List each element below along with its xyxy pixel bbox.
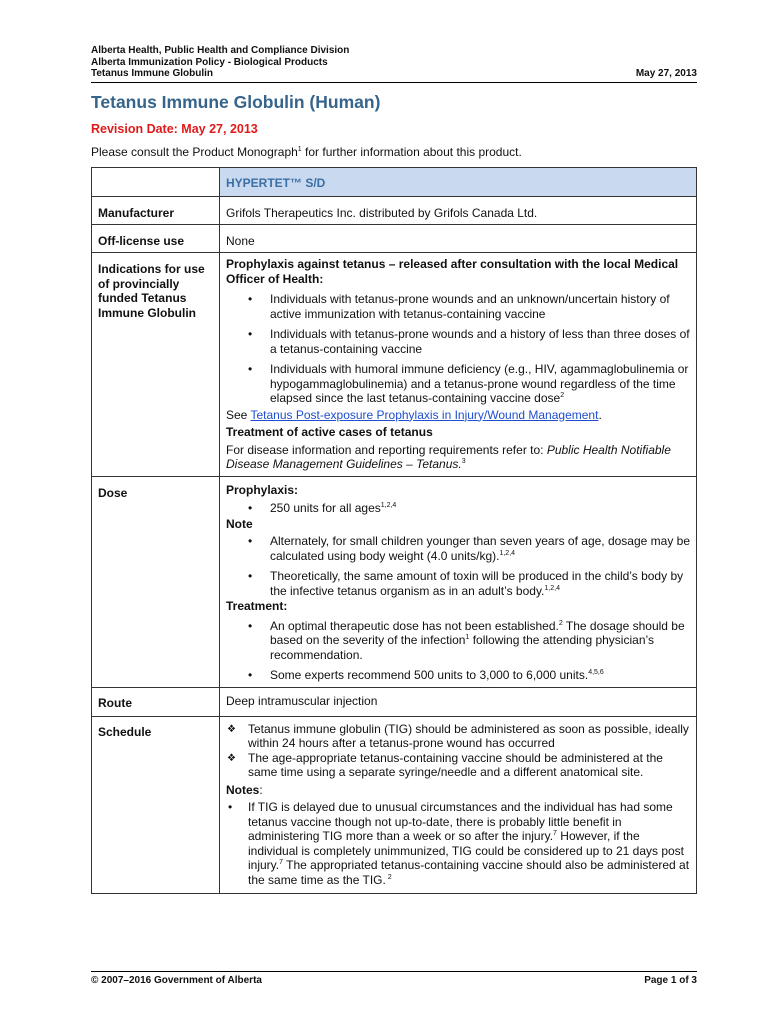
table-row bbox=[92, 687, 697, 716]
table-row bbox=[92, 716, 697, 894]
list-item: • Some experts recommend 500 units to 3,000 to 6,000 units.$^{4,5,6}$ bbox=[226, 668, 690, 683]
copyright: © 2007–2016 Government of Alberta bbox=[91, 975, 262, 986]
list-item: ❖ Tetanus immune globulin (TIG) should be administered as soon as possible, ideally within 24 hours after a tetanus-prone wound has occurred bbox=[226, 722, 690, 751]
schedule-cell bbox=[220, 716, 697, 894]
manufacturer-label: Manufacturer bbox=[92, 197, 220, 225]
treatment-heading: Treatment of active cases of tetanus bbox=[226, 425, 433, 439]
list-item: • Individuals with tetanus-prone wounds and an unknown/uncertain history of active immunization with tetanus-containing vaccine bbox=[226, 292, 690, 321]
footer-divider bbox=[91, 971, 697, 972]
product-name: HYPERTET™ S/D bbox=[220, 168, 697, 197]
table-row bbox=[92, 197, 697, 225]
indications-cell bbox=[220, 253, 697, 477]
off-license-label: Off-license use bbox=[92, 225, 220, 253]
pep-guideline-link[interactable]: Tetanus Post-exposure Prophylaxis in Injury/Wound Management bbox=[250, 407, 599, 422]
dose-prophylaxis-heading: Prophylaxis: bbox=[226, 482, 299, 497]
header-policy: Alberta Immunization Policy - Biological Products bbox=[91, 56, 328, 68]
list-item: ❖ The age-appropriate tetanus-containing vaccine should be administered at the same time using a separate syringe/needle and a different anatomical site. bbox=[226, 751, 690, 780]
schedule-notes-heading: Notes: bbox=[226, 782, 263, 797]
disease-guideline-ref: For disease information and reporting requirements refer to: Public Health Notifiable Disease Management Guidelines – Tetanus.$^3$ bbox=[226, 442, 671, 471]
dose-label: Dose bbox=[92, 476, 220, 687]
see-reference: See Tetanus Post-exposure Prophylaxis in Injury/Wound Management. bbox=[226, 407, 602, 422]
header-division: Alberta Health, Public Health and Compliance Division bbox=[91, 45, 350, 56]
list-item: • Individuals with tetanus-prone wounds and a history of less than three doses of a tetanus-containing vaccine bbox=[226, 327, 690, 356]
list-item: • Individuals with humoral immune deficiency (e.g., HIV, agammaglobulinemia or hypogammaglobulinemia) and a tetanus-prone wound regardless of the time elapsed since the last tetanus-containing vaccine dose$^2$ bbox=[226, 362, 690, 406]
schedule-label: Schedule bbox=[92, 716, 220, 894]
off-license-value: None bbox=[220, 225, 697, 253]
table-row bbox=[92, 225, 697, 253]
list-item: • Alternately, for small children younger than seven years of age, dosage may be calculated using body weight (4.0 units/kg).$^{1,2,4}$ bbox=[226, 534, 690, 563]
list-item: • Theoretically, the same amount of toxin will be produced in the child’s body by the infective tetanus organism as in an adult’s body.$^{1,2,4}$ bbox=[226, 569, 690, 598]
indications-list bbox=[226, 292, 690, 406]
page-title: Tetanus Immune Globulin (Human) bbox=[91, 92, 381, 112]
route-label: Route bbox=[92, 687, 220, 716]
list-item: • An optimal therapeutic dose has not been established.$^2$ The dosage should be based on the severity of the infection$^1$ following the attending physician’s recommendation. bbox=[226, 619, 690, 663]
revision-date: Revision Date: May 27, 2013 bbox=[91, 122, 258, 136]
intro-text: Please consult the Product Monograph$^1$ for further information about this product. bbox=[91, 145, 522, 159]
table-row bbox=[92, 476, 697, 687]
route-value: Deep intramuscular injection bbox=[220, 687, 697, 716]
dose-treatment-heading: Treatment: bbox=[226, 599, 288, 613]
page-header bbox=[91, 45, 697, 80]
table-row bbox=[92, 253, 697, 477]
dose-cell bbox=[220, 476, 697, 687]
list-item: • 250 units for all ages$^{1,2,4}$ bbox=[226, 501, 690, 516]
header-date: May 27, 2013 bbox=[635, 68, 697, 79]
product-table bbox=[91, 167, 697, 894]
page-number: Page 1 of 3 bbox=[644, 975, 697, 986]
page-footer bbox=[91, 975, 697, 986]
header-divider bbox=[91, 82, 697, 83]
header-topic: Tetanus Immune Globulin bbox=[91, 68, 214, 79]
table-row bbox=[92, 168, 697, 197]
indications-label: Indications for use of provincially funded Tetanus Immune Globulin bbox=[92, 253, 220, 477]
dose-note-heading: Note bbox=[226, 516, 253, 531]
prophylaxis-heading: Prophylaxis against tetanus – released after consultation with the local Medical Officer of Health: bbox=[226, 257, 679, 286]
manufacturer-value: Grifols Therapeutics Inc. distributed by Grifols Canada Ltd. bbox=[220, 197, 697, 225]
list-item: • If TIG is delayed due to unusual circumstances and the individual has had some tetanus vaccine though not up-to-date, there is probably little benefit in administering TIG more than a week or so after the injury.$^7$ However, if the individual is completely unimmunized, TIG could be considered up to 21 days post injury.$^7$ The appropriated tetanus-containing vaccine should also be administered at the same time as the TIG. $^2$ bbox=[226, 800, 690, 887]
